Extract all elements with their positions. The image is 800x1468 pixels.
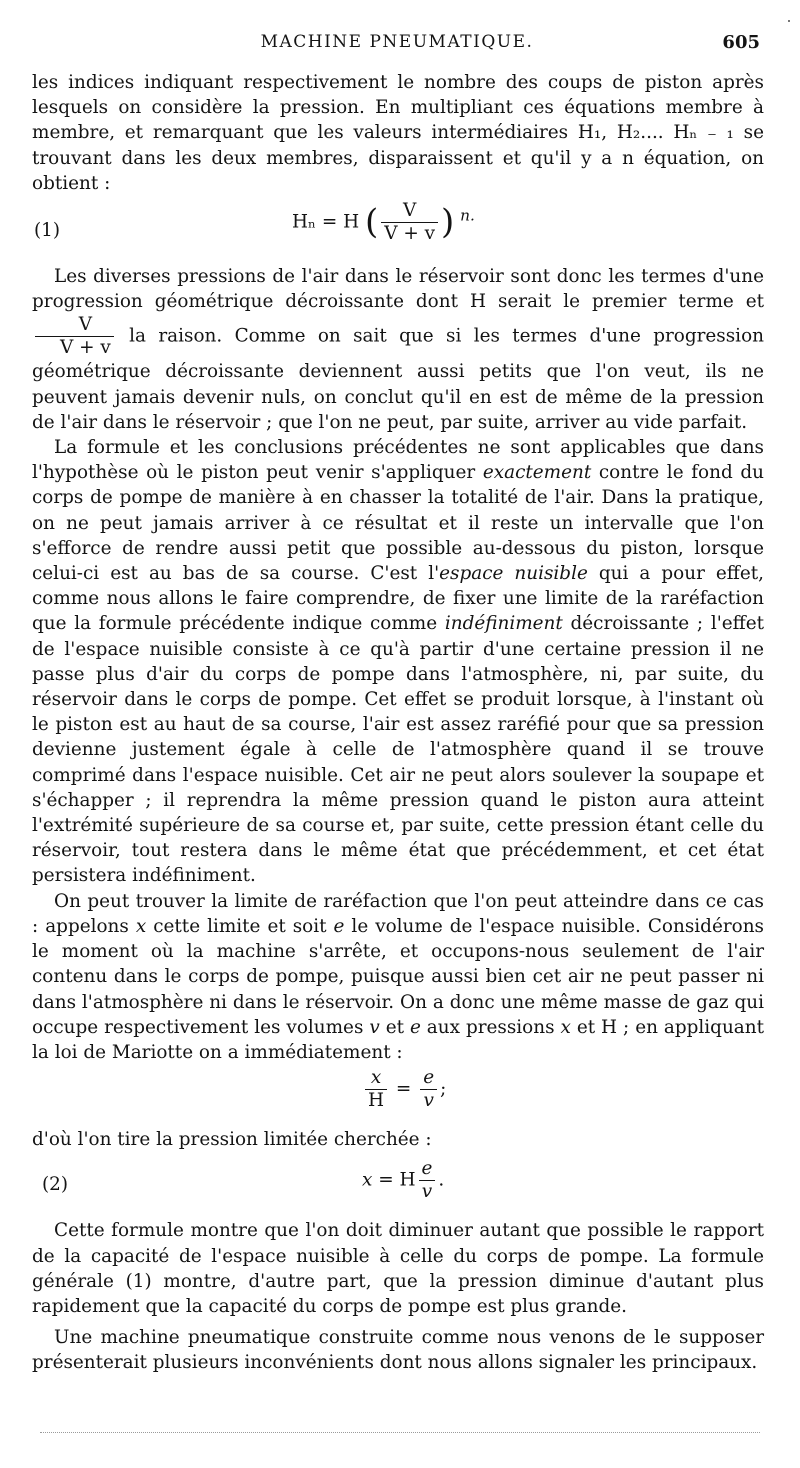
equation-2-lhs: x (362, 1169, 373, 1191)
paragraph-3-part-2: contre le fond du corps de pompe de manière à en chasser la totalité de l'air. Dans la pratique, on ne peut jamais arriver à ce résultat et il reste un intervalle que l'on s'efforce de rendre aussi petit que possible au-dessous du piston, lorsque celui-ci est au bas de sa course. C'est l' (32, 462, 764, 585)
equation-2-num: e (421, 1158, 433, 1180)
paragraph-1-text: les indices indiquant respectivement le nombre des coups de piston après lesquels on considère la pression. En multipliant ces équations membre à membre, et remarquant que les valeurs intermédiaires H₁, H₂.... Hₙ ₋ ₁ se trouvant dans les deux membres, disparaissent et qu'il y a n équation, on obtient : (32, 72, 764, 194)
paragraph-4-part-5: aux pressions (420, 1016, 561, 1038)
paragraph-1 (32, 70, 764, 196)
equation-2-body (362, 1158, 444, 1203)
paragraph-4-part-4: et (379, 1016, 410, 1038)
paragraph-3 (32, 435, 764, 889)
paragraph-4 (32, 889, 764, 1065)
equation-1-exponent-text: n. (460, 206, 475, 225)
equation-1-denominator: V + v (381, 222, 438, 245)
emphasis-exactement: exactement (482, 462, 592, 484)
paragraph-4-part-3: le volume de l'espace nuisible. Considérons le moment où la machine s'arrête, et occupons-nous seulement de l'air contenu dans le corps de pompe, puisque aussi bien cet air ne peut passer ni dans l'atmosphère ni dans le réservoir. On a donc une même masse de gaz qui occupe respectivement les volumes (32, 915, 764, 1038)
paragraph-4-part-6: et H ; en appliquant la loi de Mariotte on a immédiatement : (32, 1016, 764, 1063)
equation-1-fraction (381, 200, 438, 245)
paragraph-7-text: Une machine pneumatique construite comme nous venons de le supposer présenterait plusieurs inconvénients dont nous allons signaler les principaux. (32, 1327, 764, 1374)
paragraph-4-part-1: On peut trouver la limite de raréfaction que l'on peut atteindre dans ce cas : appelons (32, 890, 764, 937)
equation-1-numerator: V (403, 200, 417, 222)
ratio-left (365, 1067, 387, 1112)
page-number: 605 (722, 32, 760, 53)
emphasis-espace-nuisible: espace nuisible (439, 563, 588, 585)
right-paren: ) (441, 201, 455, 242)
scan-speck (788, 20, 790, 22)
paragraph-6-text: Cette formule montre que l'on doit diminuer autant que possible le rapport de la capacité de l'espace nuisible à celle du corps de pompe. La formule générale (1) montre, d'autre part, que la pression diminue d'autant plus rapidement que la capacité du corps de pompe est plus grande. (32, 1220, 764, 1317)
ratio-right-den: v (420, 1089, 436, 1112)
text-column (32, 70, 764, 1376)
equation-1-body (292, 200, 475, 245)
ratio-left-den: H (365, 1089, 387, 1112)
equation-2 (32, 1158, 764, 1214)
paragraph-2-frac-den: V + v (35, 336, 114, 359)
var-x-2: x (560, 1016, 571, 1038)
page-header (32, 32, 762, 56)
equation-2-number: (2) (42, 1174, 69, 1196)
ratio-trail: ; (440, 1078, 447, 1100)
var-x: x (135, 915, 147, 937)
equation-1-exponent (460, 206, 475, 224)
paragraph-3-part-1: La formule et les conclusions précédentes ne sont applicables que dans l'hypothèse où le piston peut venir s'appliquer (32, 437, 764, 484)
paragraph-2 (32, 264, 764, 435)
equation-1-lhs: Hₙ = H (292, 211, 360, 233)
running-title: MACHINE PNEUMATIQUE. (260, 32, 534, 52)
var-e-2: e (409, 1016, 421, 1038)
equation-2-equals: = H (378, 1169, 416, 1191)
ratio-right-num: e (423, 1067, 435, 1089)
equation-2-den: v (419, 1180, 435, 1203)
var-e: e (333, 915, 345, 937)
left-paren: ( (365, 201, 379, 242)
equation-2-trail: . (438, 1169, 445, 1191)
emphasis-indefiniment: indéfiniment (444, 613, 563, 635)
equation-1-number: (1) (34, 220, 61, 242)
footer-rule (40, 1432, 760, 1433)
equation-mariotte (32, 1067, 764, 1123)
paragraph-2-text-b: la raison. Comme on sait que si les termes d'une progression géométrique décroissante deviennent aussi petits que l'on veut, ils ne peuvent jamais devenir nuls, on conclut qu'il en est de même de la pression de l'air dans le réservoir ; que l'on ne peut, par suite, arriver au vide parfait. (32, 325, 764, 433)
paragraph-2-text-a: Les diverses pressions de l'air dans le réservoir sont donc les termes d'une progression géométrique décroissante dont H serait le premier terme et (32, 266, 764, 313)
var-v: v (369, 1016, 380, 1038)
equation-1 (32, 200, 764, 258)
equation-mariotte-body (362, 1067, 446, 1112)
paragraph-5-text: d'où l'on tire la pression limitée cherchée : (32, 1129, 432, 1151)
paragraph-2-fraction (35, 314, 114, 359)
paragraph-3-part-4: décroissante ; l'effet de l'espace nuisible consiste à ce qu'à partir d'une certaine pression il ne passe plus d'air du corps de pompe dans l'atmosphère, ni, par suite, du réservoir dans le corps de pompe. Cet effet se produit lorsque, à l'instant où le piston est au haut de sa course, l'air est assez raréfié pour que sa pression devienne justement égale à celle de l'atmosphère quand il se trouve comprimé dans l'espace nuisible. Cet air ne peut alors soulever la soupape et s'échapper ; il reprendra la même pression quand le piston aura atteint l'extrémité supérieure de sa course et, par suite, cette pression étant celle du réservoir, tout restera dans le même état que précédemment, et cet état persistera indéfiniment. (32, 613, 764, 887)
paragraph-6 (32, 1218, 764, 1319)
ratio-left-num: x (370, 1067, 382, 1089)
paragraph-7 (32, 1325, 764, 1375)
ratio-right (420, 1067, 437, 1112)
paragraph-4-part-2: cette limite et soit (146, 915, 334, 937)
paragraph-5 (32, 1127, 764, 1152)
equation-2-fraction (419, 1158, 436, 1203)
paragraph-2-frac-num: V (78, 314, 93, 336)
ratio-equals: = (395, 1078, 412, 1100)
paragraph-3-part-3: qui a pour effet, comme nous allons le faire comprendre, de fixer une limite de la raréfaction que la formule précédente indique comme (32, 563, 764, 635)
